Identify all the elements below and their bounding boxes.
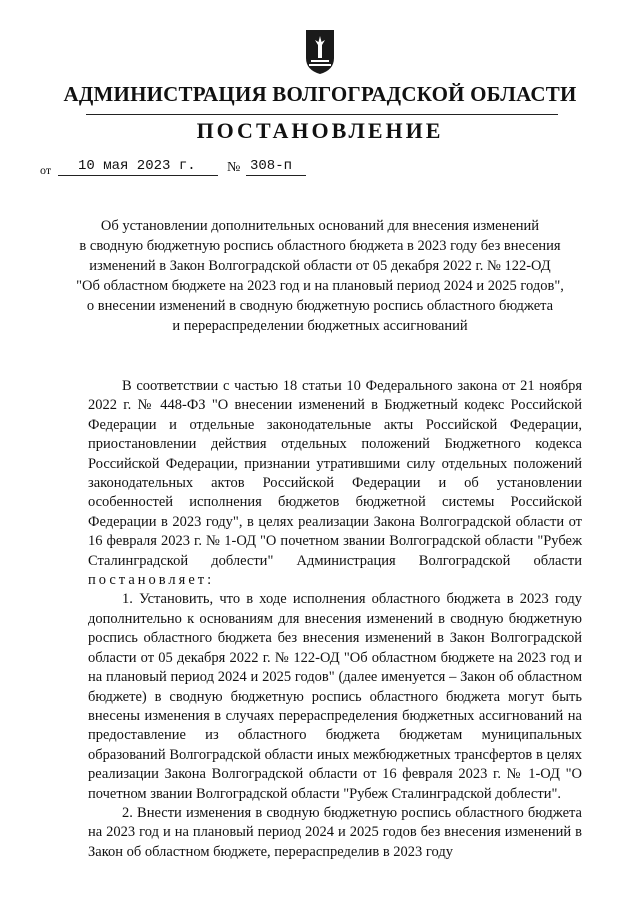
title-line: Об установлении дополнительных оснований для внесения изменений: [100, 218, 540, 234]
document-body: [88, 377, 582, 862]
title-line: и перераспределении бюджетных ассигнований: [172, 318, 468, 334]
title-line: о внесении изменений в сводную бюджетную роспись областного бюджета: [86, 298, 554, 314]
resolves-word: постановляет:: [88, 572, 215, 589]
date-number-line: [40, 157, 600, 179]
document-number: 308-п: [246, 158, 306, 176]
title-line: изменений в Закон Волгоградской области от 05 декабря 2022 г. № 122-ОД: [89, 258, 551, 274]
date-prefix: от: [40, 163, 52, 177]
coat-of-arms-icon: [304, 28, 336, 76]
document-date: 10 мая 2023 г.: [58, 158, 218, 176]
preamble-paragraph: [88, 377, 582, 590]
document-type: ПОСТАНОВЛЕНИЕ: [196, 118, 444, 143]
title-line: в сводную бюджетную роспись областного бюджета в 2023 году без внесения: [79, 238, 561, 254]
item-2-paragraph: 2. Внести изменения в сводную бюджетную роспись областного бюджета на 2023 год и на плановый период 2024 и 2025 годов без внесения изменений в Закон об областном бюджете, перераспределив в 2023 году: [88, 804, 582, 860]
preamble-text: В соответствии с частью 18 статьи 10 Федерального закона от 21 ноября 2022 г. № 448-ФЗ "О внесении изменений в Бюджетный кодекс Российской Федерации и отдельные законодательные акты Российской Федерации, приостановлении действия отдельных положений Бюджетного кодекса Российской Федерации, признании утратившими силу отдельных положений законодательных актов Российской Федерации и об установлении особенностей исполнения бюджетов бюджетной системы Российской Федерации в 2023 году", в целях реализации Закона Волгоградской области от 16 февраля 2023 г. № 1-ОД "О почетном звании Волгоградской области "Рубеж Сталинградской доблести" Администрация Волгоградской области: [88, 378, 582, 569]
document-title: [60, 216, 580, 336]
header-divider: [86, 114, 558, 115]
number-prefix: №: [227, 160, 241, 175]
organization-name: АДМИНИСТРАЦИЯ ВОЛГОГРАДСКОЙ ОБЛАСТИ: [63, 82, 577, 106]
item-1-paragraph: 1. Установить, что в ходе исполнения областного бюджета в 2023 году дополнительно к основаниям для внесения изменений в сводную бюджетную роспись областного бюджета без внесения изменений в Закон Волгоградской области от 05 декабря 2022 г. № 122-ОД "Об областном бюджете на 2023 год и на плановый период 2024 и 2025 годов" (далее именуется – Закон об областном бюджете) в сводную бюджетную роспись областного бюджета могут быть внесены изменения в случаях перераспределения бюджетных ассигнований на предоставление из областного бюджета бюджетам муниципальных образований Волгоградской области иных межбюджетных трансфертов в целях реализации Закона Волгоградской области от 16 февраля 2023 г. № 1-ОД "О почетном звании Волгоградской области "Рубеж Сталинградской доблести".: [88, 591, 582, 802]
title-line: "Об областном бюджете на 2023 год и на плановый период 2024 и 2025 годов",: [76, 278, 564, 294]
